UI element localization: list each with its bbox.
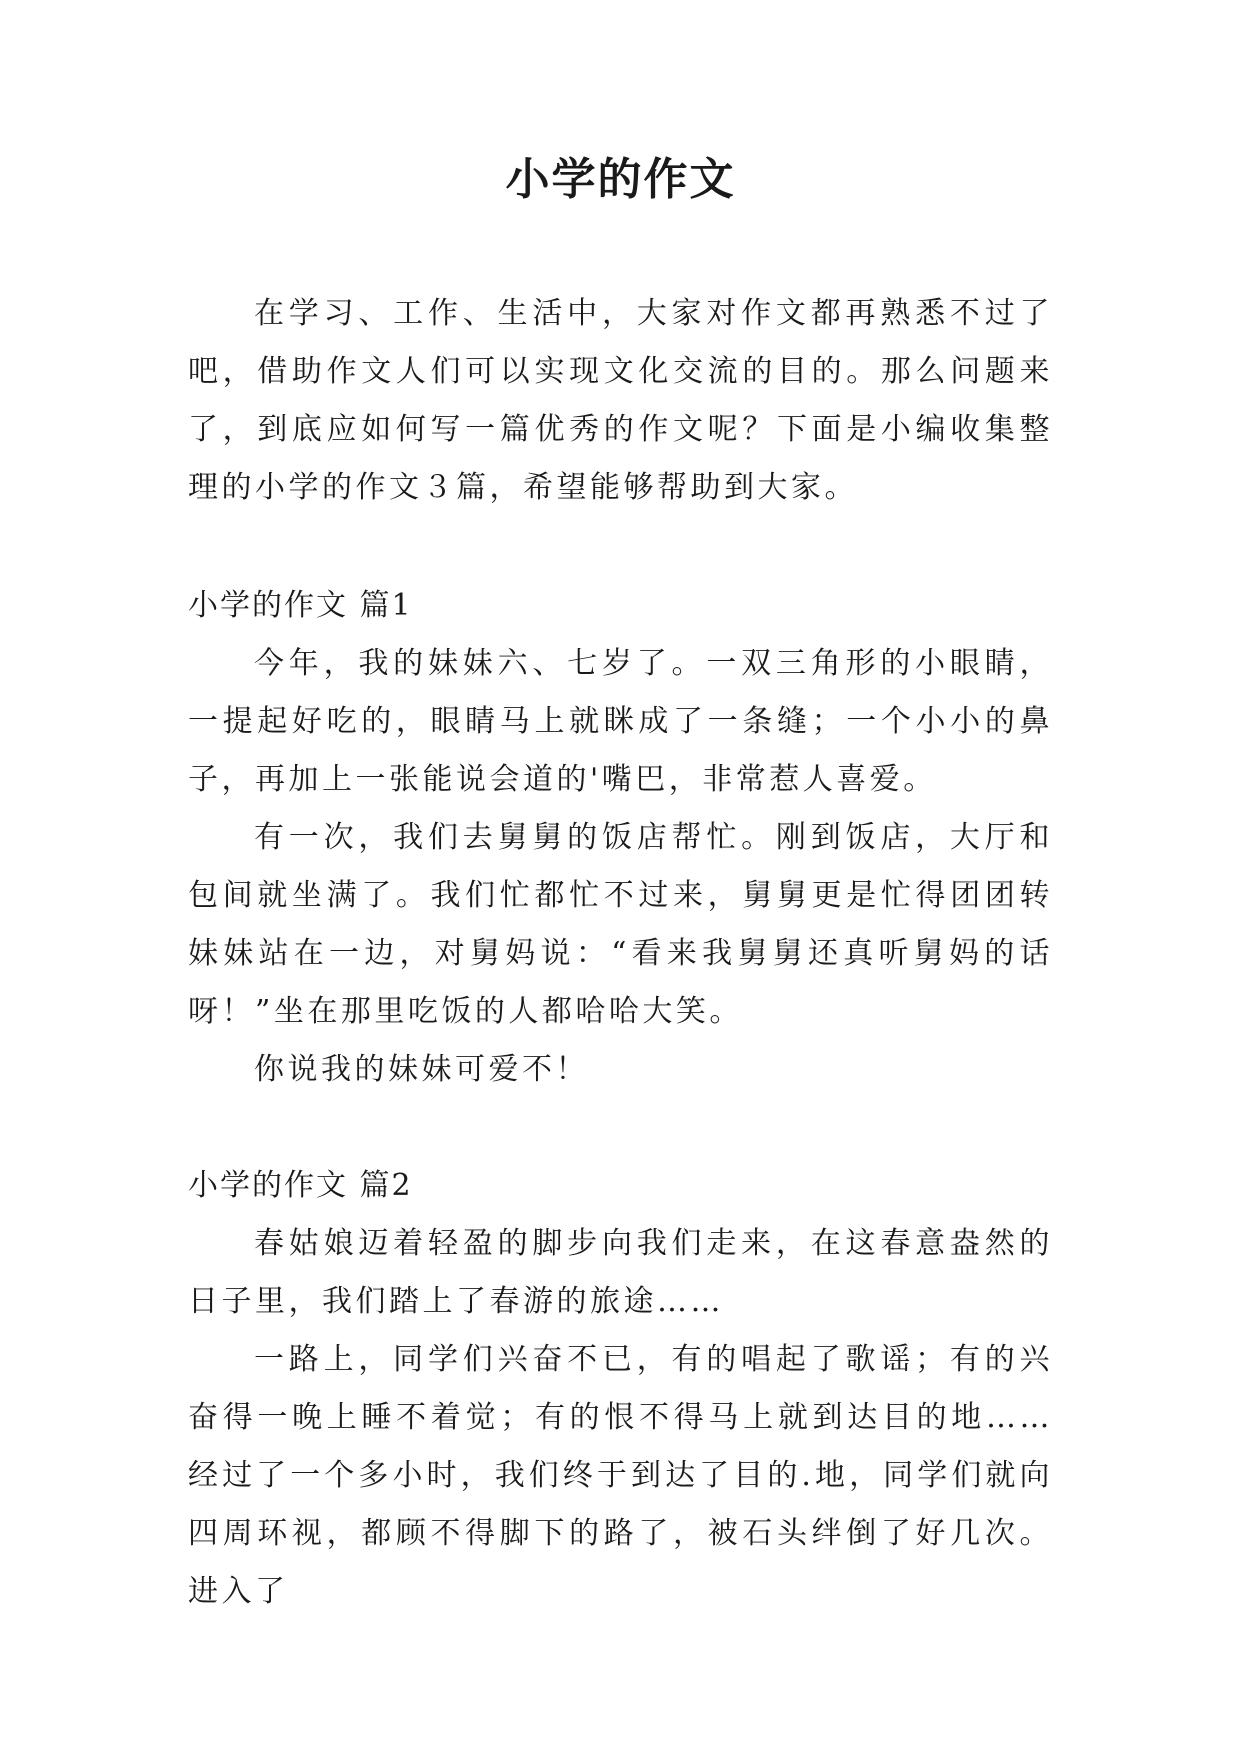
section-heading-2: 小学的作文 篇2 [188,1168,413,1203]
section-heading-1: 小学的作文 篇1 [188,588,413,623]
section-1-paragraph-3: 你说我的妹妹可爱不！ [254,1052,589,1087]
section-1-paragraph-1: 今年，我的妹妹六、七岁了。一双三角形的小眼睛，一提起好吃的，眼睛马上就眯成了一条缝；一个小小的鼻子，再加上一张能说会道的'嘴巴，非常惹人喜爱。 [188,646,1053,797]
document-body [188,285,1053,1621]
intro-paragraph: 在学习、工作、生活中，大家对作文都再熟悉不过了吧，借助作文人们可以实现文化交流的目的。那么问题来了，到底应如何写一篇优秀的作文呢？下面是小编收集整理的小学的作文３篇，希望能够帮助到大家。 [188,296,1053,505]
document-title: 小学的作文 [505,154,736,205]
section-2-paragraph-1: 春姑娘迈着轻盈的脚步向我们走来，在这春意盎然的日子里，我们踏上了春游的旅途…… [188,1226,1053,1319]
section-1-paragraph-2: 有一次，我们去舅舅的饭店帮忙。刚到饭店，大厅和包间就坐满了。我们忙都忙不过来，舅舅更是忙得团团转妹妹站在一边，对舅妈说：“看来我舅舅还真听舅妈的话呀！”坐在那里吃饭的人都哈哈大笑。 [188,820,1053,1029]
section-2-paragraph-2: 一路上，同学们兴奋不已，有的唱起了歌谣；有的兴奋得一晚上睡不着觉；有的恨不得马上就到达目的地……经过了一个多小时，我们终于到达了目的.地，同学们就向四周环视，都顾不得脚下的路了，被石头绊倒了好几次。进入了 [188,1342,1053,1609]
